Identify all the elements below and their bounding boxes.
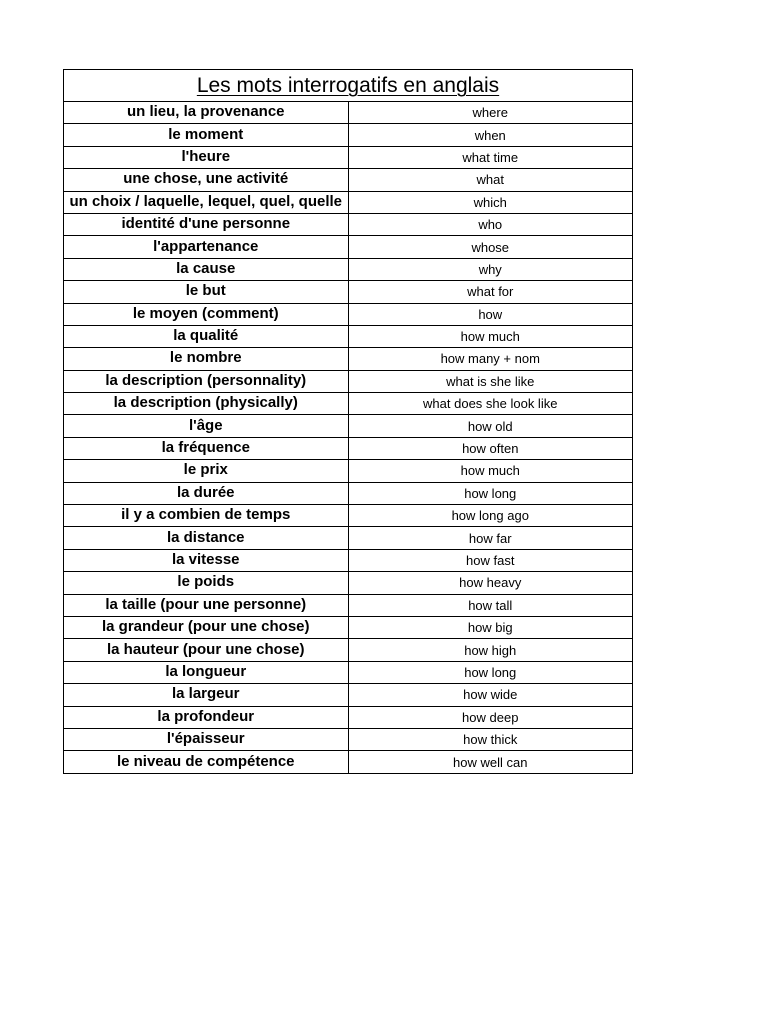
table-row [64,661,633,683]
english-cell [348,281,633,303]
french-term: le moyen (comment) [132,304,279,322]
french-cell [64,348,349,370]
table-row [64,191,633,213]
table-row [64,393,633,415]
french-term: la description (personnality) [105,371,307,389]
table-row [64,751,633,773]
english-term: how tall [468,597,513,613]
english-cell [348,393,633,415]
english-cell [348,325,633,347]
french-cell [64,728,349,750]
english-term: how thick [463,732,518,748]
english-term: who [478,217,503,233]
french-term: le but [185,282,226,300]
english-cell [348,191,633,213]
french-cell [64,616,349,638]
table-row [64,482,633,504]
english-cell [348,594,633,616]
french-cell [64,325,349,347]
french-cell [64,191,349,213]
french-cell [64,124,349,146]
french-term: la durée [176,483,235,501]
english-term: when [474,127,506,143]
english-term: how heavy [459,575,522,591]
table-row [64,639,633,661]
english-cell [348,258,633,280]
english-term: how long [464,485,517,501]
french-term: un lieu, la provenance [126,103,285,121]
table-row [64,706,633,728]
table-row [64,437,633,459]
french-cell [64,258,349,280]
english-term: where [472,105,508,121]
english-term: how much [460,329,520,345]
french-cell [64,684,349,706]
table-row [64,684,633,706]
french-term: la qualité [173,327,239,345]
french-cell [64,236,349,258]
french-cell [64,594,349,616]
french-term: l'âge [188,416,223,434]
french-cell [64,370,349,392]
french-term: la description (physically) [113,394,298,412]
french-cell [64,482,349,504]
french-cell [64,706,349,728]
french-term: la distance [166,528,245,546]
french-cell [64,303,349,325]
french-term: le moment [168,125,244,143]
english-term: how wide [463,687,518,703]
english-cell [348,348,633,370]
french-cell [64,281,349,303]
french-cell [64,751,349,773]
french-cell [64,169,349,191]
french-cell [64,572,349,594]
english-term: how [478,306,503,322]
table-row [64,236,633,258]
english-term: how fast [466,553,515,568]
table-row [64,370,633,392]
english-term: whose [471,239,510,255]
english-term: how often [462,441,519,457]
english-cell [348,236,633,258]
english-term: how much [460,463,520,479]
english-term: which [473,194,507,210]
english-cell [348,460,633,482]
french-cell [64,460,349,482]
table-row [64,146,633,168]
french-term: l'heure [181,147,231,165]
french-term: le nombre [169,349,242,367]
english-cell [348,728,633,750]
french-term: la longueur [165,662,247,680]
table-row [64,124,633,146]
table-row [64,281,633,303]
french-term: la vitesse [171,551,240,568]
english-cell [348,213,633,235]
english-term: why [478,261,502,277]
english-cell [348,549,633,571]
french-cell [64,505,349,527]
english-cell [348,124,633,146]
title-row [64,70,633,102]
english-cell [348,146,633,168]
french-term: la profondeur [157,707,255,725]
french-term: le poids [177,573,235,591]
vocabulary-sheet [63,69,633,774]
french-term: le niveau de compétence [116,752,295,770]
vocabulary-table-body [64,70,633,774]
table-title-cell [64,70,633,102]
english-cell [348,303,633,325]
table-row [64,616,633,638]
english-cell [348,684,633,706]
vocabulary-table [63,69,633,774]
english-term: how big [467,620,513,636]
english-term: how deep [462,709,519,725]
english-cell [348,661,633,683]
french-cell [64,146,349,168]
table-row [64,505,633,527]
table-row [64,213,633,235]
english-term: what time [462,149,519,165]
english-term: how old [467,418,513,434]
french-cell [64,437,349,459]
english-cell [348,169,633,191]
english-term: how many + nom [440,351,540,367]
french-term: l'appartenance [153,237,259,255]
english-cell [348,706,633,728]
french-term: un choix / laquelle, lequel, quel, quelle [69,192,343,210]
french-term: identité d'une personne [121,215,291,233]
english-cell [348,415,633,437]
table-row [64,348,633,370]
english-cell [348,505,633,527]
english-cell [348,616,633,638]
french-term: la fréquence [161,439,250,457]
french-cell [64,549,349,571]
french-term: une chose, une activité [123,170,289,188]
english-term: what for [467,284,514,300]
table-row [64,169,633,191]
table-row [64,325,633,347]
french-term: la cause [176,259,236,277]
english-term: what does she look like [423,396,558,412]
english-cell [348,102,633,124]
french-term: la grandeur (pour une chose) [101,618,310,636]
english-term: how high [464,642,517,658]
english-cell [348,527,633,549]
table-row [64,258,633,280]
table-row [64,303,633,325]
table-row [64,572,633,594]
table-row [64,549,633,571]
french-cell [64,661,349,683]
french-cell [64,102,349,124]
french-term: la largeur [171,685,240,703]
table-row [64,102,633,124]
french-cell [64,415,349,437]
english-cell [348,751,633,773]
french-cell [64,213,349,235]
table-title: Les mots interrogatifs en anglais [196,73,500,97]
table-row [64,527,633,549]
english-cell [348,639,633,661]
french-term: il y a combien de temps [121,506,291,524]
english-cell [348,370,633,392]
table-row [64,594,633,616]
french-term: le prix [183,461,228,479]
english-term: how far [468,530,512,546]
french-term: la hauteur (pour une chose) [106,640,305,658]
table-row [64,415,633,437]
english-cell [348,437,633,459]
english-term: how well can [453,754,528,770]
english-term: how long [464,664,517,680]
french-term: la taille (pour une personne) [105,595,307,613]
french-cell [64,639,349,661]
table-row [64,460,633,482]
english-term: what is she like [446,373,535,389]
english-cell [348,572,633,594]
english-cell [348,482,633,504]
french-term: l'épaisseur [166,730,245,748]
french-cell [64,393,349,415]
table-row [64,728,633,750]
french-cell [64,527,349,549]
english-term: how long ago [451,508,529,524]
english-term: what [476,172,504,188]
